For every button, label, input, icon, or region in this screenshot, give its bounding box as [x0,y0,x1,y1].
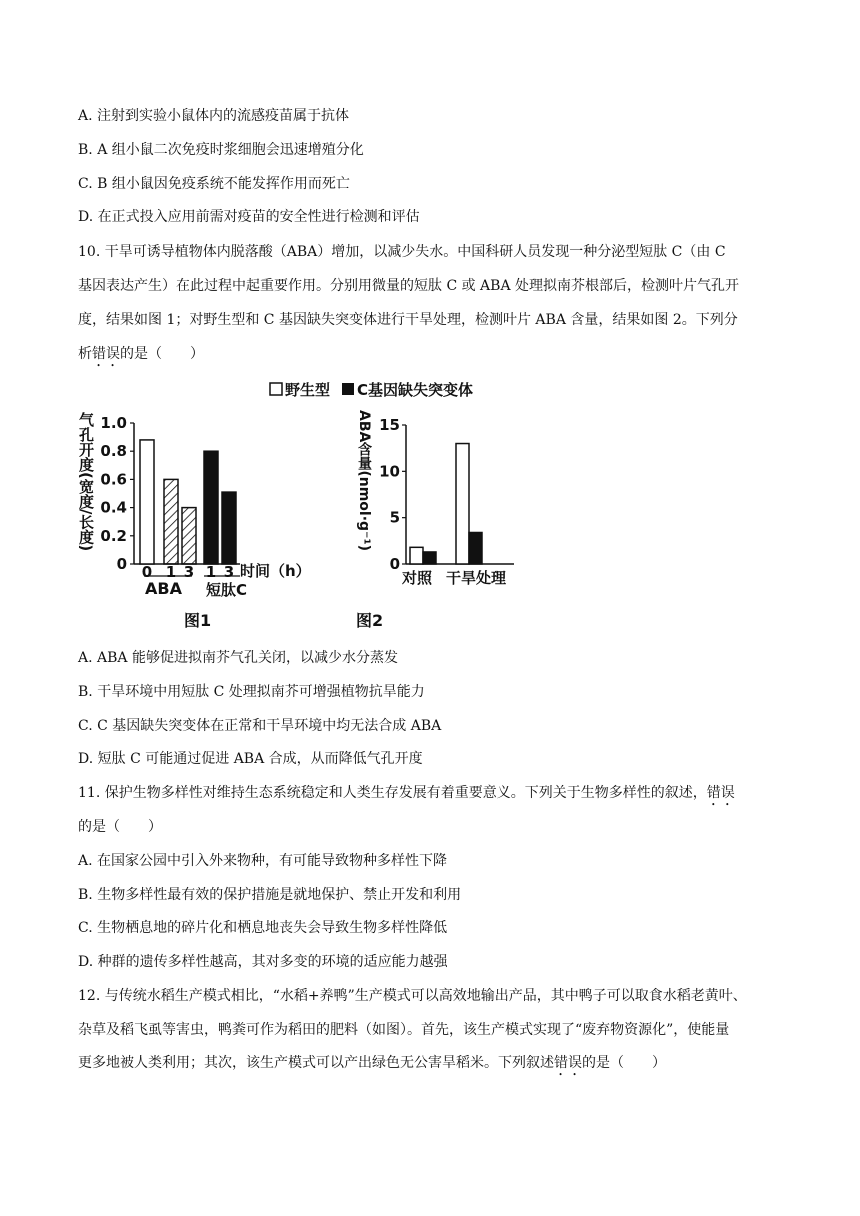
legend-swatch-mutant [342,383,354,395]
chart2-bar [469,532,482,564]
q12-emphasis-word: 错误 [554,1055,582,1071]
q12-stem-text: 更多地被人类利用；其次，该生产模式可以产出绿色无公害旱稻米。下列叙述 [78,1055,554,1071]
q10-option-b: B. 干旱环境中用短肽 C 处理拟南芥可增强植物抗旱能力 [78,684,425,700]
chart2-bar [423,552,436,564]
chart2-bar [410,547,423,564]
q11-stem-text: 11. 保护生物多样性对维持生态系统稳定和人类生存发展有着重要意义。下列关于生物多样性的叙述， [78,785,707,801]
q10-stem-line: 基因表达产生）在此过程中起重要作用。分别用微量的短肽 C 或 ABA 处理拟南芥根部后，检测叶片气孔开 [78,278,740,294]
chart1-ylabel-text: 气孔开度(宽度/长度) [77,412,95,552]
chart2-title: 图2 [356,611,384,630]
q9-option-c: C. B 组小鼠因免疫系统不能发挥作用而死亡 [78,176,350,192]
chart-legend [270,381,473,399]
chart2-ylabel-text: ABA含量(nmol·g⁻¹) [356,410,372,551]
q10-stem-line: 度，结果如图 1；对野生型和 C 基因缺失突变体进行干旱处理，检测叶片 ABA 含量，结果如图 2。下列分 [78,312,738,328]
legend-label-mutant: C基因缺失突变体 [357,381,474,399]
q10-stem-text: 的是（ ） [120,346,204,362]
q11-option-b: B. 生物多样性最有效的保护措施是就地保护、禁止开发和利用 [78,887,462,903]
q10-emphasis-word: 错误 [92,346,120,362]
chart2-bar [456,444,469,564]
q10-stem-line: 10. 干旱可诱导植物体内脱落酸（ABA）增加，以减少失水。中国科研人员发现一种分泌型短肽 C（由 C [78,244,726,260]
q11-emphasis-word: 错误 [706,785,735,801]
chart2-category-label: 对照 [402,569,433,587]
q10-option-a: A. ABA 能够促进拟南芥气孔关闭，以减少水分蒸发 [78,650,398,666]
q10-stem-text: 析 [78,346,92,362]
chart2-ytick-label: 0 [389,555,400,573]
chart1-ytick-label: 0 [116,555,127,573]
chart1-xtick-label: 3 [183,563,195,581]
chart1-bar [222,492,236,564]
q11-option-a: A. 在国家公园中引入外来物种，有可能导致物种多样性下降 [78,853,448,869]
chart1-ytick-label: 0.4 [100,498,127,517]
q9-option-a: A. 注射到实验小鼠体内的流感疫苗属于抗体 [78,108,350,124]
q10-stem-last-line [78,344,204,370]
q12-stem-last-line [78,1053,666,1079]
chart1-xlabel: 时间（h） [240,562,311,580]
chart1-xtick-label: 0 [141,563,153,581]
q11-option-c: C. 生物栖息地的碎片化和栖息地丧失会导致生物多样性降低 [78,920,448,936]
chart1-group-label-peptide: 短肽C [206,581,248,599]
q11-stem-line: 的是（ ） [78,819,162,835]
chart-1 [77,411,311,630]
chart1-xtick-label: 1 [205,563,217,581]
legend-label-wildtype: 野生型 [285,381,331,399]
q12-stem-line: 杂草及稻飞虱等害虫，鸭粪可作为稻田的肥料（如图）。首先，该生产模式实现了“废弃物资源化”，使能量 [78,1022,730,1038]
chart1-bar [164,479,178,564]
chart-2 [356,410,514,630]
q9-option-d: D. 在正式投入应用前需对疫苗的安全性进行检测和评估 [78,209,420,225]
chart2-ytick-label: 15 [379,416,400,434]
q10-option-c: C. C 基因缺失突变体在正常和干旱环境中均无法合成 ABA [78,718,442,734]
q10-figure [77,378,540,636]
chart2-ytick-label: 5 [389,508,400,527]
chart1-ylabel [77,411,95,551]
q11-stem-line [78,783,735,809]
chart1-bar [140,440,154,564]
q12-stem-text: 的是（ ） [582,1055,666,1071]
chart1-bar [204,451,218,564]
chart2-ylabel [356,410,372,551]
chart1-bar [182,508,196,564]
chart2-category-label: 干旱处理 [446,569,507,587]
chart1-xtick-label: 1 [165,563,177,581]
chart1-ytick-label: 0.6 [100,470,127,489]
chart1-ytick-label: 0.8 [100,442,127,461]
chart1-ytick-label: 0.2 [100,526,127,545]
q9-option-b: B. A 组小鼠二次免疫时浆细胞会迅速增殖分化 [78,142,364,158]
legend-swatch-wildtype [270,383,282,395]
chart2-ytick-label: 10 [379,462,400,481]
q12-stem-line: 12. 与传统水稻生产模式相比，“水稻+养鸭”生产模式可以高效地输出产品，其中鸭子可以取食水稻老黄叶、 [78,988,747,1004]
chart1-ytick-label: 1.0 [100,414,127,432]
chart1-title: 图1 [184,611,212,630]
q10-option-d: D. 短肽 C 可能通过促进 ABA 合成，从而降低气孔开度 [78,751,423,767]
chart1-group-label-aba: ABA [145,579,182,598]
q11-option-d: D. 种群的遗传多样性越高，其对多变的环境的适应能力越强 [78,954,448,970]
chart1-xtick-label: 3 [223,563,235,581]
